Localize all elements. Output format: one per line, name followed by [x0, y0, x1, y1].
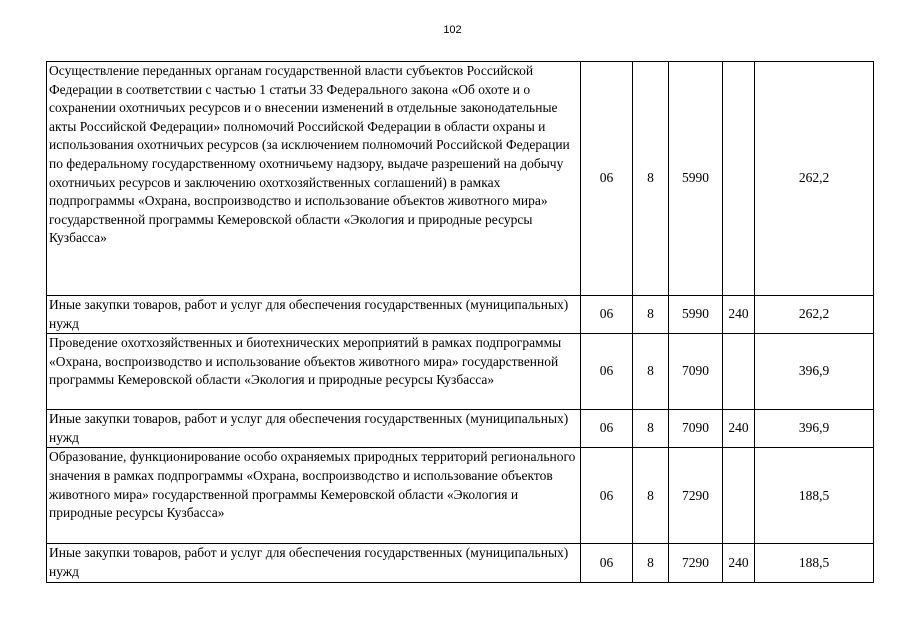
row-description: Осуществление переданных органам государственной власти субъектов Российской Федерации в соответствии с частью 1 статьи 33 Федерального закона «Об охоте и о сохранении охотничьих ресурсов и о внесении изменений в отдельные законодательные акты Российской Федерации» полномочий Российской Федерации в области охраны и использования охотничьих ресурсов (за исключением полномочий Российской Федерации по федеральному государственному охотничьему надзору, выдаче разрешений на добычу охотничьих ресурсов и заключению охотхозяйственных соглашений) в рамках подпрограммы «Охрана, воспроизводство и использование объектов животного мира» государственной программы Кемеровской области «Экология и природные ресурсы Кузбасса» — [47, 62, 581, 296]
table-row — [47, 448, 874, 544]
row-amount: 262,2 — [755, 296, 874, 334]
row-article: 7290 — [669, 544, 723, 582]
row-amount: 396,9 — [755, 334, 874, 410]
row-subsection: 8 — [633, 544, 669, 582]
row-description: Образование, функционирование особо охраняемых природных территорий регионального значения в рамках подпрограммы «Охрана, воспроизводство и использование объектов животного мира» государственной программы Кемеровской области «Экология и природные ресурсы Кузбасса» — [47, 448, 581, 544]
table-row — [47, 410, 874, 448]
row-description: Иные закупки товаров, работ и услуг для обеспечения государственных (муниципальных) нужд — [47, 410, 581, 448]
row-subsection: 8 — [633, 334, 669, 410]
row-section: 06 — [581, 296, 633, 334]
row-article: 5990 — [669, 62, 723, 296]
row-expense-type: 240 — [723, 296, 755, 334]
row-expense-type — [723, 62, 755, 296]
row-subsection: 8 — [633, 410, 669, 448]
row-subsection: 8 — [633, 296, 669, 334]
row-expense-type — [723, 334, 755, 410]
page-number: 102 — [443, 24, 462, 36]
row-amount: 188,5 — [755, 544, 874, 582]
row-expense-type — [723, 448, 755, 544]
table-row — [47, 544, 874, 582]
row-section: 06 — [581, 410, 633, 448]
row-expense-type: 240 — [723, 410, 755, 448]
row-article: 7290 — [669, 448, 723, 544]
row-description: Иные закупки товаров, работ и услуг для обеспечения государственных (муниципальных) нужд — [47, 296, 581, 334]
row-amount: 396,9 — [755, 410, 874, 448]
row-article: 7090 — [669, 334, 723, 410]
row-amount: 262,2 — [755, 62, 874, 296]
row-section: 06 — [581, 334, 633, 410]
row-amount: 188,5 — [755, 448, 874, 544]
row-section: 06 — [581, 448, 633, 544]
table-row — [47, 62, 874, 296]
row-description: Иные закупки товаров, работ и услуг для обеспечения государственных (муниципальных) нужд — [47, 544, 581, 582]
row-article: 7090 — [669, 410, 723, 448]
row-subsection: 8 — [633, 62, 669, 296]
row-description: Проведение охотхозяйственных и биотехнических мероприятий в рамках подпрограммы «Охрана, воспроизводство и использование объектов животного мира» государственной программы Кемеровской области «Экология и природные ресурсы Кузбасса» — [47, 334, 581, 410]
budget-table — [46, 61, 874, 583]
row-article: 5990 — [669, 296, 723, 334]
row-section: 06 — [581, 62, 633, 296]
row-section: 06 — [581, 544, 633, 582]
table-row — [47, 334, 874, 410]
row-subsection: 8 — [633, 448, 669, 544]
table-row — [47, 296, 874, 334]
row-expense-type: 240 — [723, 544, 755, 582]
